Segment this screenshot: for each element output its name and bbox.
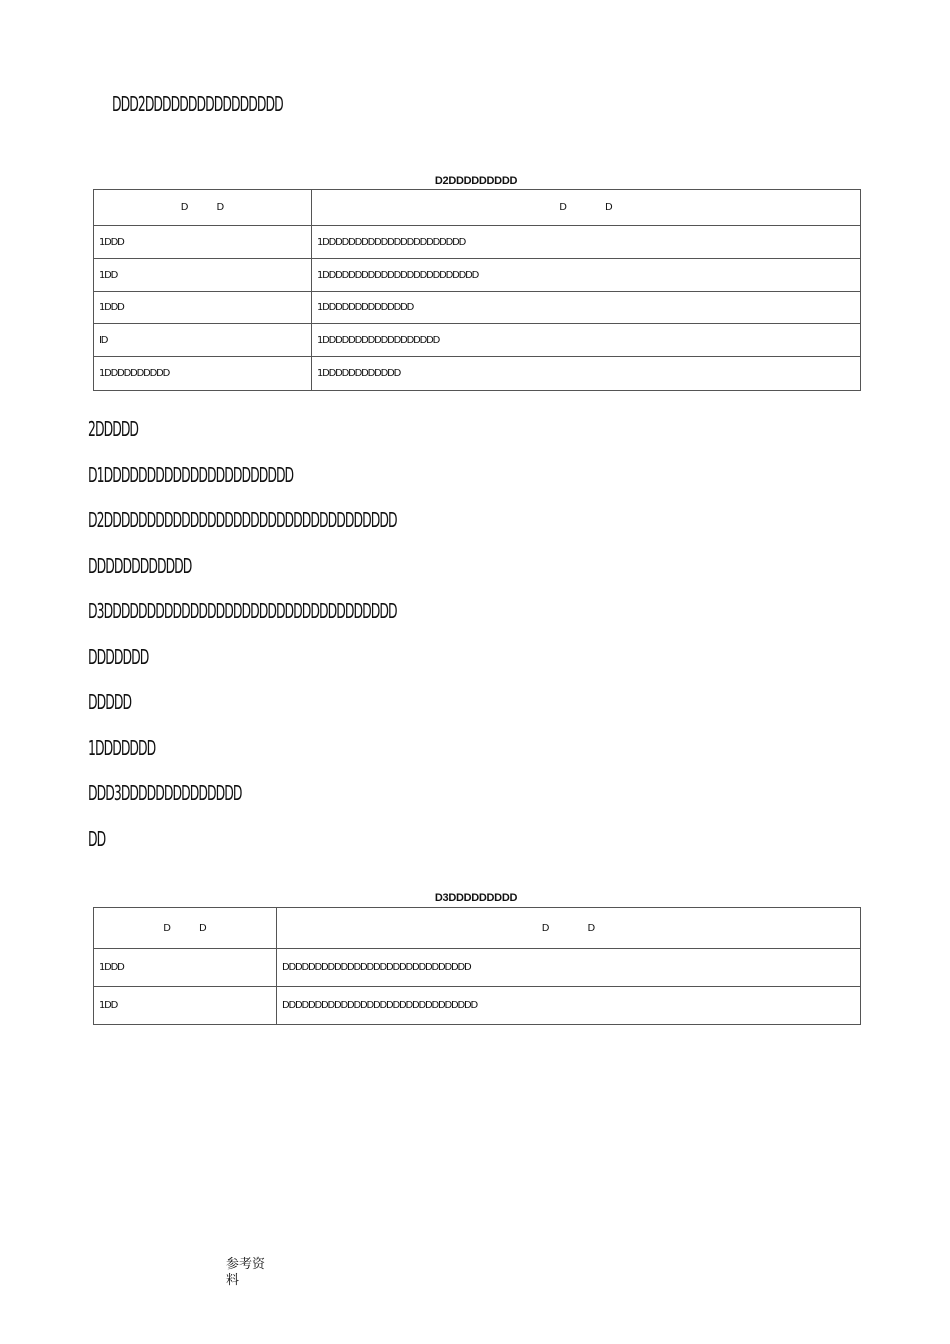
header-char: D [199,922,207,934]
table2 [93,907,861,1025]
table-row [94,292,861,324]
table-cell: 1DDDDDDDDDDDDDDDDDDDDDDDD [312,259,861,292]
table1 [93,189,861,391]
body-line: DDD3DDDDDDDDDDDDDD [88,781,242,805]
table-cell: 1DDD [94,949,277,987]
table2-header-col1 [94,908,277,949]
header-char: D [541,922,550,934]
table1-header-row [94,190,861,226]
header-char: D [587,922,596,934]
table-cell: 1DDDDDDDDDDDDDDDDDD [312,324,861,357]
header-char: D [605,202,613,213]
table2-caption: D3DDDDDDDDD [434,892,518,904]
table-row [94,357,861,391]
table-cell: ID [94,324,312,357]
table-cell: 1DDD [94,292,312,324]
table-row [94,987,861,1025]
table-row [94,259,861,292]
table-row [94,324,861,357]
table-cell: 1DDD [94,226,312,259]
table-cell: 1DDDDDDDDDD [94,357,312,391]
header-char: D [180,202,189,213]
table1-caption: D2DDDDDDDDD [434,175,518,187]
table-cell: 1DD [94,987,277,1025]
table-cell: DDDDDDDDDDDDDDDDDDDDDDDDDDDDDD [277,987,861,1025]
table-cell: 1DDDDDDDDDDDDDDDDDDDDDD [312,226,861,259]
footer-note: 参考资料 [226,1257,266,1288]
table1-header-col1 [94,190,312,226]
body-text [88,412,586,867]
table2-header-row [94,908,861,949]
body-line: 2DDDDD [88,417,139,441]
table-row [94,226,861,259]
table-cell: 1DD [94,259,312,292]
table-cell: 1DDDDDDDDDDDDDD [312,292,861,324]
body-line: DDDDDDDDDDDD [88,553,192,578]
body-line: D2DDDDDDDDDDDDDDDDDDDDDDDDDDDDDDDDDD [88,508,397,532]
table-row [94,949,861,987]
table-cell: 1DDDDDDDDDDDD [312,357,861,391]
body-line: DDDDDDD [88,644,149,669]
header-char: D [559,202,567,213]
body-line: DDDDD [88,690,132,714]
table2-header-col2 [277,908,861,949]
body-line: D1DDDDDDDDDDDDDDDDDDDDDD [88,462,294,487]
header-char: D [216,202,225,213]
body-line: D3DDDDDDDDDDDDDDDDDDDDDDDDDDDDDDDDDD [88,599,397,623]
table1-header-col2 [312,190,861,226]
header-char: D [163,922,171,934]
table-cell: DDDDDDDDDDDDDDDDDDDDDDDDDDDDD [277,949,861,987]
section-heading: DDD2DDDDDDDDDDDDDDDD [112,92,283,116]
body-line: 1DDDDDDD [88,735,156,760]
body-line: DD [88,826,106,851]
